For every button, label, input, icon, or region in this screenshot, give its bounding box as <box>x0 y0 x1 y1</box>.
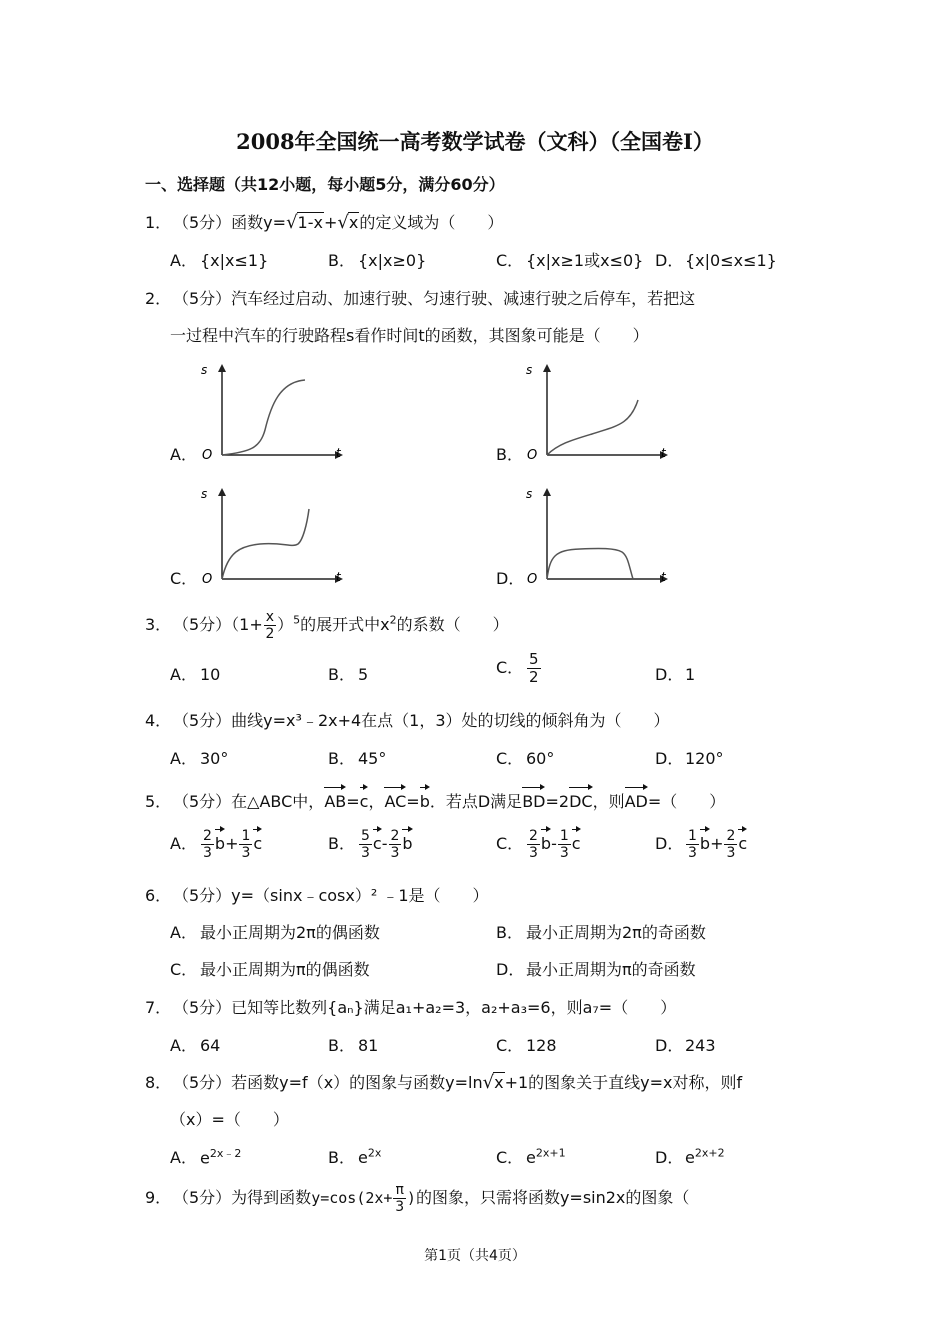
option-d[interactable]: D． {x|0≤x≤1} <box>655 251 777 270</box>
axis-s-label: s <box>526 487 533 501</box>
option-a[interactable]: A． <box>170 445 197 464</box>
question-3: 3． （5分）（1+ $\frac{x}{2}$ ）$^5$的展开式中$x^2$的系数（ ） <box>145 609 509 642</box>
axis-t-label: t <box>661 570 666 584</box>
origin-label: O <box>202 572 213 587</box>
question-2: 2． （5分）汽车经过启动、加速行驶、匀速行驶、减速行驶之后停车，若把这 <box>145 286 695 309</box>
question-8: 8． （5分）若函数y=f（x）的图象与函数y=ln√x+1的图象关于直线y=x对称，则f <box>145 1072 743 1093</box>
option-b[interactable]: B． 最小正周期为2π的奇函数 <box>496 923 706 942</box>
option-c[interactable]: C． 128 <box>496 1036 557 1055</box>
graph-b <box>520 360 670 465</box>
origin-label: O <box>527 448 538 463</box>
option-d[interactable]: D． $\frac{1}{3}$ b+ $\frac{2}{3}$ c <box>655 828 748 861</box>
origin-label: O <box>527 572 538 587</box>
option-c[interactable]: C． 最小正周期为π的偶函数 <box>170 960 370 979</box>
axis-s-label: s <box>201 487 208 501</box>
question-1: 1． （5分）函数y=√1-x+√x的定义域为（ ） <box>145 212 504 233</box>
page-title: 2008年全国统一高考数学试卷（文科）（全国卷Ⅰ） <box>236 129 714 154</box>
question-7: 7． （5分）已知等比数列{aₙ}满足a₁+a₂=3，a₂+a₃=6，则a₇=（ ） <box>145 995 676 1018</box>
option-b[interactable]: B． <box>496 445 523 464</box>
question-number: 7． <box>145 998 172 1017</box>
option-a[interactable]: A． $e^{2x﹣2}$ <box>170 1147 242 1168</box>
option-d[interactable]: D． <box>496 569 525 588</box>
question-2-line2: 一过程中汽车的行驶路程s看作时间t的函数，其图象可能是（ ） <box>170 326 649 345</box>
question-number: 5． <box>145 792 172 811</box>
question-number: 8． <box>145 1073 172 1092</box>
option-c[interactable]: C． 60° <box>496 749 555 768</box>
option-c[interactable]: C． {x|x≥1或x≤0} <box>496 251 644 270</box>
option-c[interactable]: C． $e^{2x+1}$ <box>496 1146 566 1167</box>
option-b[interactable]: B． 45° <box>328 749 387 768</box>
question-number: 4． <box>145 711 172 730</box>
option-a[interactable]: A． {x|x≤1} <box>170 251 269 270</box>
axis-s-label: s <box>526 363 533 377</box>
option-b[interactable]: B． $e^{2x}$ <box>328 1146 382 1167</box>
option-b[interactable]: B． {x|x≥0} <box>328 251 427 270</box>
option-d[interactable]: D． 1 <box>655 665 696 684</box>
question-number: 3． <box>145 615 172 634</box>
section-heading: 一、选择题（共12小题，每小题5分，满分60分） <box>145 175 505 194</box>
option-a[interactable]: A． 最小正周期为2π的偶函数 <box>170 923 380 942</box>
axis-t-label: t <box>336 446 341 460</box>
question-number: 6． <box>145 886 172 905</box>
option-c[interactable]: C． $\frac{2}{3}$ b- $\frac{1}{3}$ c <box>496 828 581 861</box>
option-d[interactable]: D． 243 <box>655 1036 716 1055</box>
option-b[interactable]: B． 81 <box>328 1036 379 1055</box>
origin-label: O <box>202 448 213 463</box>
option-d[interactable]: D． 120° <box>655 749 724 768</box>
option-a[interactable]: A． $\frac{2}{3}$ b+ $\frac{1}{3}$ c <box>170 828 263 861</box>
option-c[interactable]: C． $\frac{5}{2}$ <box>496 650 539 686</box>
axis-s-label: s <box>201 363 208 377</box>
axis-t-label: t <box>661 446 666 460</box>
option-a[interactable]: A． 64 <box>170 1036 221 1055</box>
option-d[interactable]: D． $e^{2x+2}$ <box>655 1146 725 1167</box>
option-d[interactable]: D． 最小正周期为π的奇函数 <box>496 960 696 979</box>
option-c[interactable]: C． <box>170 569 198 588</box>
question-4: 4． （5分）曲线y=x³﹣2x+4在点（1，3）处的切线的倾斜角为（ ） <box>145 708 670 731</box>
graph-d <box>520 484 670 589</box>
question-number: 1． <box>145 213 172 232</box>
question-number: 2． <box>145 289 172 308</box>
option-b[interactable]: B． $\frac{5}{3}$ c- $\frac{2}{3}$ b <box>328 828 413 861</box>
option-b[interactable]: B． 5 <box>328 665 369 684</box>
question-6: 6． （5分）y=（sinx﹣cosx）² ﹣1是（ ） <box>145 883 489 906</box>
axis-t-label: t <box>336 570 341 584</box>
option-a[interactable]: A． 30° <box>170 749 229 768</box>
question-5: 5． （5分）在△ABC中，AB=c，AC=b．若点D满足BD=2DC，则AD=（ ） <box>145 786 725 812</box>
graph-a <box>195 360 345 465</box>
graph-c <box>195 484 345 589</box>
question-number: 9． <box>145 1188 172 1207</box>
option-a[interactable]: A． 10 <box>170 665 221 684</box>
page-footer: 第1页（共4页） <box>424 1248 526 1264</box>
question-9: 9． （5分）为得到函数y=cos(2x+ $\frac{\pi}{3}$ )的图象，只需将函数y=sin2x的图象（ <box>145 1182 690 1215</box>
question-8-line2: （x）=（ ） <box>170 1110 289 1129</box>
